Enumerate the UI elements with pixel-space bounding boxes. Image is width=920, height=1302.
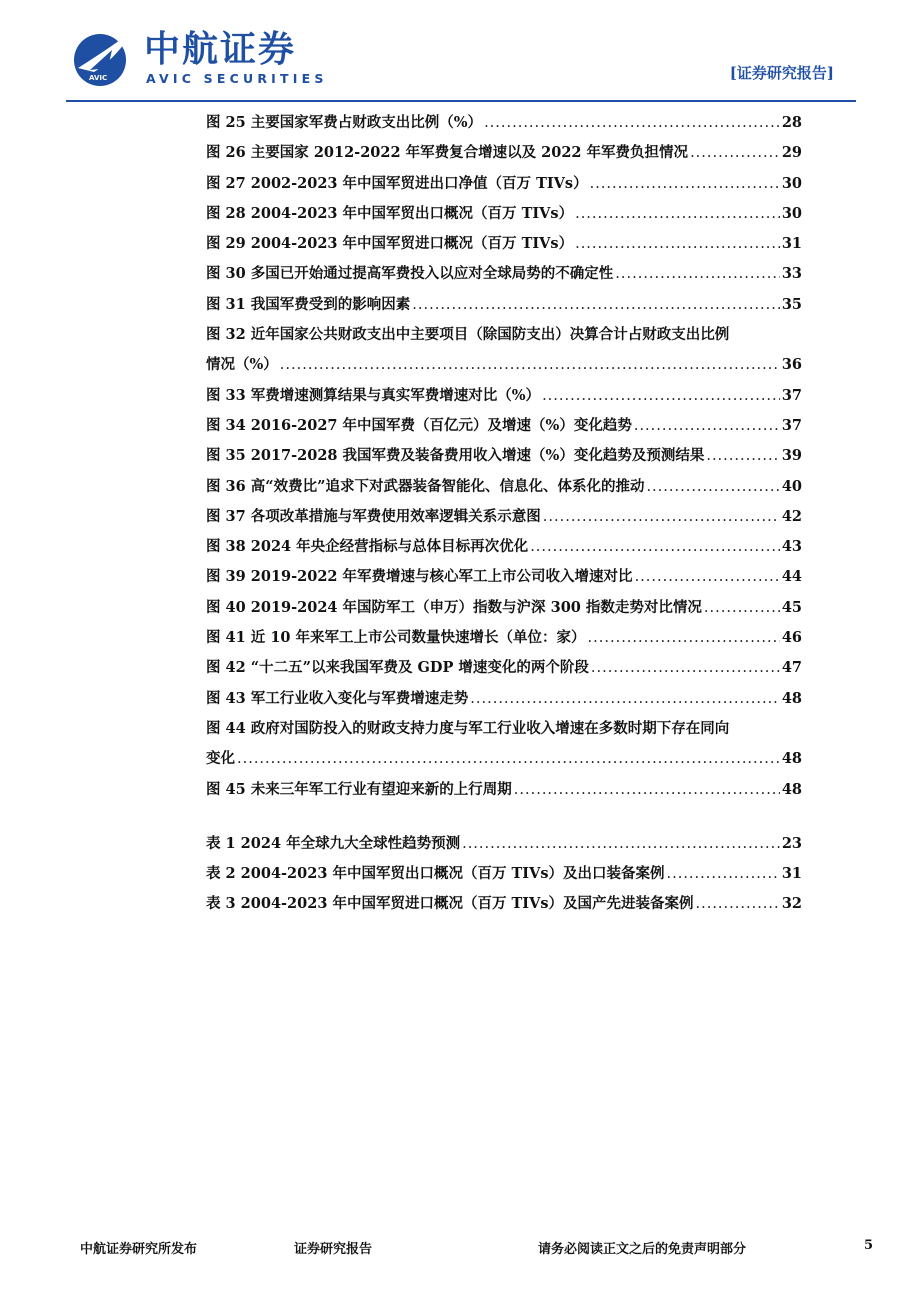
- toc-leader-dots: [634, 411, 780, 441]
- toc-entry-title: 图 42 “十二五”以来我国军费及 GDP 增速变化的两个阶段: [206, 659, 589, 677]
- toc-leader-dots: [591, 653, 780, 683]
- toc-leader-dots: [588, 623, 780, 653]
- toc-entry[interactable]: [206, 169, 802, 199]
- toc-entry-page: 32: [781, 895, 802, 913]
- header-divider: [66, 100, 856, 102]
- toc-entry-title-line1[interactable]: 图 32 近年国家公共财政支出中主要项目（除国防支出）决算合计占财政支出比例: [206, 326, 730, 344]
- logo-english-name: AVIC SECURITIES: [146, 71, 328, 86]
- toc-leader-dots: [575, 229, 780, 259]
- toc-leader-dots: [530, 532, 780, 562]
- toc-entry[interactable]: [206, 199, 802, 229]
- footer-disclaimer: 请务必阅读正文之后的免责声明部分: [538, 1242, 747, 1257]
- toc-entry-title: 变化: [206, 750, 235, 768]
- toc-entry-title: 图 33 军费增速测算结果与真实军费增速对比（%）: [206, 386, 541, 404]
- toc-entry-title: 图 35 2017-2028 我国军费及装备费用收入增速（%）变化趋势及预测结果: [206, 447, 705, 465]
- toc-entry-page: 23: [781, 834, 802, 852]
- toc-entry[interactable]: [206, 350, 802, 380]
- toc-leader-dots: [542, 381, 780, 411]
- toc-leader-dots: [470, 684, 780, 714]
- toc-entry-title: 图 28 2004-2023 年中国军贸出口概况（百万 TIVs）: [206, 204, 574, 222]
- toc-leader-dots: [590, 169, 780, 199]
- toc-entry[interactable]: [206, 381, 802, 411]
- toc-leader-dots: [696, 889, 780, 919]
- toc-entry-page: 43: [781, 538, 802, 556]
- report-type-label: [证券研究报告]: [729, 64, 834, 82]
- toc-entry[interactable]: [206, 290, 802, 320]
- toc-entry-page: 31: [781, 235, 802, 253]
- toc-entry-table[interactable]: [206, 829, 802, 859]
- toc-entry-title: 表 3 2004-2023 年中国军贸进口概况（百万 TIVs）及国产先进装备案例: [206, 895, 694, 913]
- logo-mark-text: AVIC: [89, 74, 108, 82]
- toc-entry[interactable]: [206, 259, 802, 289]
- toc-entry-page: 37: [781, 416, 802, 434]
- toc-leader-dots: [635, 562, 780, 592]
- toc-entry-title: 图 30 多国已开始通过提高军费投入以应对全球局势的不确定性: [206, 265, 614, 283]
- toc-leader-dots: [690, 138, 780, 168]
- toc-leader-dots: [462, 829, 780, 859]
- toc-entry-title: 图 36 高“效费比”追求下对武器装备智能化、信息化、体系化的推动: [206, 477, 645, 495]
- toc-entry-table[interactable]: [206, 889, 802, 919]
- toc-entry-title: 图 25 主要国家军费占财政支出比例（%）: [206, 114, 483, 131]
- toc-leader-dots: [484, 108, 780, 138]
- toc-leader-dots: [706, 441, 779, 471]
- toc-entry-title-line1[interactable]: 图 44 政府对国防投入的财政支持力度与军工行业收入增速在多数时期下存在同向: [206, 719, 730, 737]
- toc-leader-dots: [615, 259, 780, 289]
- toc-entry-title: 情况（%）: [206, 356, 278, 374]
- toc-entry[interactable]: [206, 441, 802, 471]
- toc-section-gap: [206, 805, 802, 829]
- footer-publisher: 中航证券研究所发布: [80, 1242, 198, 1257]
- toc-leader-dots: [280, 350, 780, 380]
- toc-entry[interactable]: [206, 411, 802, 441]
- toc-entry-title: 表 2 2004-2023 年中国军贸出口概况（百万 TIVs）及出口装备案例: [206, 865, 665, 883]
- avic-plane-logo-icon: [72, 28, 136, 90]
- toc-entry[interactable]: [206, 138, 802, 168]
- toc-entry-title: 图 26 主要国家 2012-2022 年军费复合增速以及 2022 年军费负担情况: [206, 144, 689, 162]
- toc-entry-page: 45: [781, 598, 802, 616]
- toc-entry[interactable]: [206, 502, 802, 532]
- footer-page-number: 5: [864, 1238, 874, 1253]
- toc-entry-page: 48: [781, 689, 802, 707]
- toc-entry-title: 图 40 2019-2024 年国防军工（申万）指数与沪深 300 指数走势对比情况: [206, 598, 702, 616]
- toc-entry[interactable]: [206, 229, 802, 259]
- table-of-figures: [206, 108, 802, 920]
- toc-leader-dots: [412, 290, 780, 320]
- toc-entry-title: 图 39 2019-2022 年军费增速与核心军工上市公司收入增速对比: [206, 568, 633, 586]
- page-footer: [0, 1232, 920, 1262]
- toc-entry-page: 47: [781, 659, 802, 677]
- toc-entry-page: 33: [781, 265, 802, 283]
- toc-leader-dots: [575, 199, 780, 229]
- toc-leader-dots: [667, 859, 780, 889]
- toc-entry-page: 30: [781, 174, 802, 192]
- toc-leader-dots: [704, 593, 780, 623]
- avic-securities-logo: [72, 28, 328, 92]
- toc-entry[interactable]: [206, 684, 802, 714]
- toc-entry[interactable]: [206, 562, 802, 592]
- toc-entry-title: 图 41 近 10 年来军工上市公司数量快速增长（单位：家）: [206, 629, 586, 647]
- toc-entry-page: 46: [781, 629, 802, 647]
- toc-entry-title: 表 1 2024 年全球九大全球性趋势预测: [206, 834, 461, 852]
- footer-doc-type: 证券研究报告: [294, 1242, 373, 1257]
- toc-entry[interactable]: [206, 108, 802, 138]
- toc-leader-dots: [646, 472, 779, 502]
- toc-entry-page: 29: [781, 144, 802, 162]
- toc-entry-page: 37: [781, 386, 802, 404]
- toc-entry-page: 39: [781, 447, 802, 465]
- toc-entry-table[interactable]: [206, 859, 802, 889]
- toc-entry-page: 30: [781, 204, 802, 222]
- toc-entry-page: 36: [781, 356, 802, 374]
- toc-entry-title: 图 38 2024 年央企经营指标与总体目标再次优化: [206, 538, 529, 556]
- toc-entry[interactable]: [206, 775, 802, 805]
- toc-entry-title: 图 45 未来三年军工行业有望迎来新的上行周期: [206, 780, 512, 798]
- toc-entry[interactable]: [206, 744, 802, 774]
- toc-entry-title: 图 27 2002-2023 年中国军贸进出口净值（百万 TIVs）: [206, 174, 588, 192]
- toc-entry[interactable]: [206, 472, 802, 502]
- toc-leader-dots: [543, 502, 780, 532]
- toc-entry-title: 图 31 我国军费受到的影响因素: [206, 295, 411, 313]
- toc-entry[interactable]: [206, 593, 802, 623]
- toc-entry-page: 44: [781, 568, 802, 586]
- toc-entry-page: 42: [781, 507, 802, 525]
- toc-leader-dots: [237, 744, 780, 774]
- page-header: [0, 0, 920, 104]
- toc-entry[interactable]: [206, 532, 802, 562]
- toc-entry-page: 35: [781, 295, 802, 313]
- toc-entry-page: 28: [781, 114, 802, 131]
- toc-entry[interactable]: [206, 623, 802, 653]
- toc-leader-dots: [514, 775, 780, 805]
- logo-chinese-name: 中航证券: [144, 29, 297, 70]
- toc-entry-page: 48: [781, 750, 802, 768]
- toc-entry-page: 31: [781, 865, 802, 883]
- toc-entry-title: 图 29 2004-2023 年中国军贸进口概况（百万 TIVs）: [206, 235, 574, 253]
- toc-entry-title: 图 43 军工行业收入变化与军费增速走势: [206, 689, 469, 707]
- toc-entry-page: 40: [781, 477, 802, 495]
- toc-entry-title: 图 37 各项改革措施与军费使用效率逻辑关系示意图: [206, 507, 541, 525]
- toc-entry[interactable]: [206, 653, 802, 683]
- toc-entry-title: 图 34 2016-2027 年中国军费（百亿元）及增速（%）变化趋势: [206, 416, 632, 434]
- toc-entry-page: 48: [781, 780, 802, 798]
